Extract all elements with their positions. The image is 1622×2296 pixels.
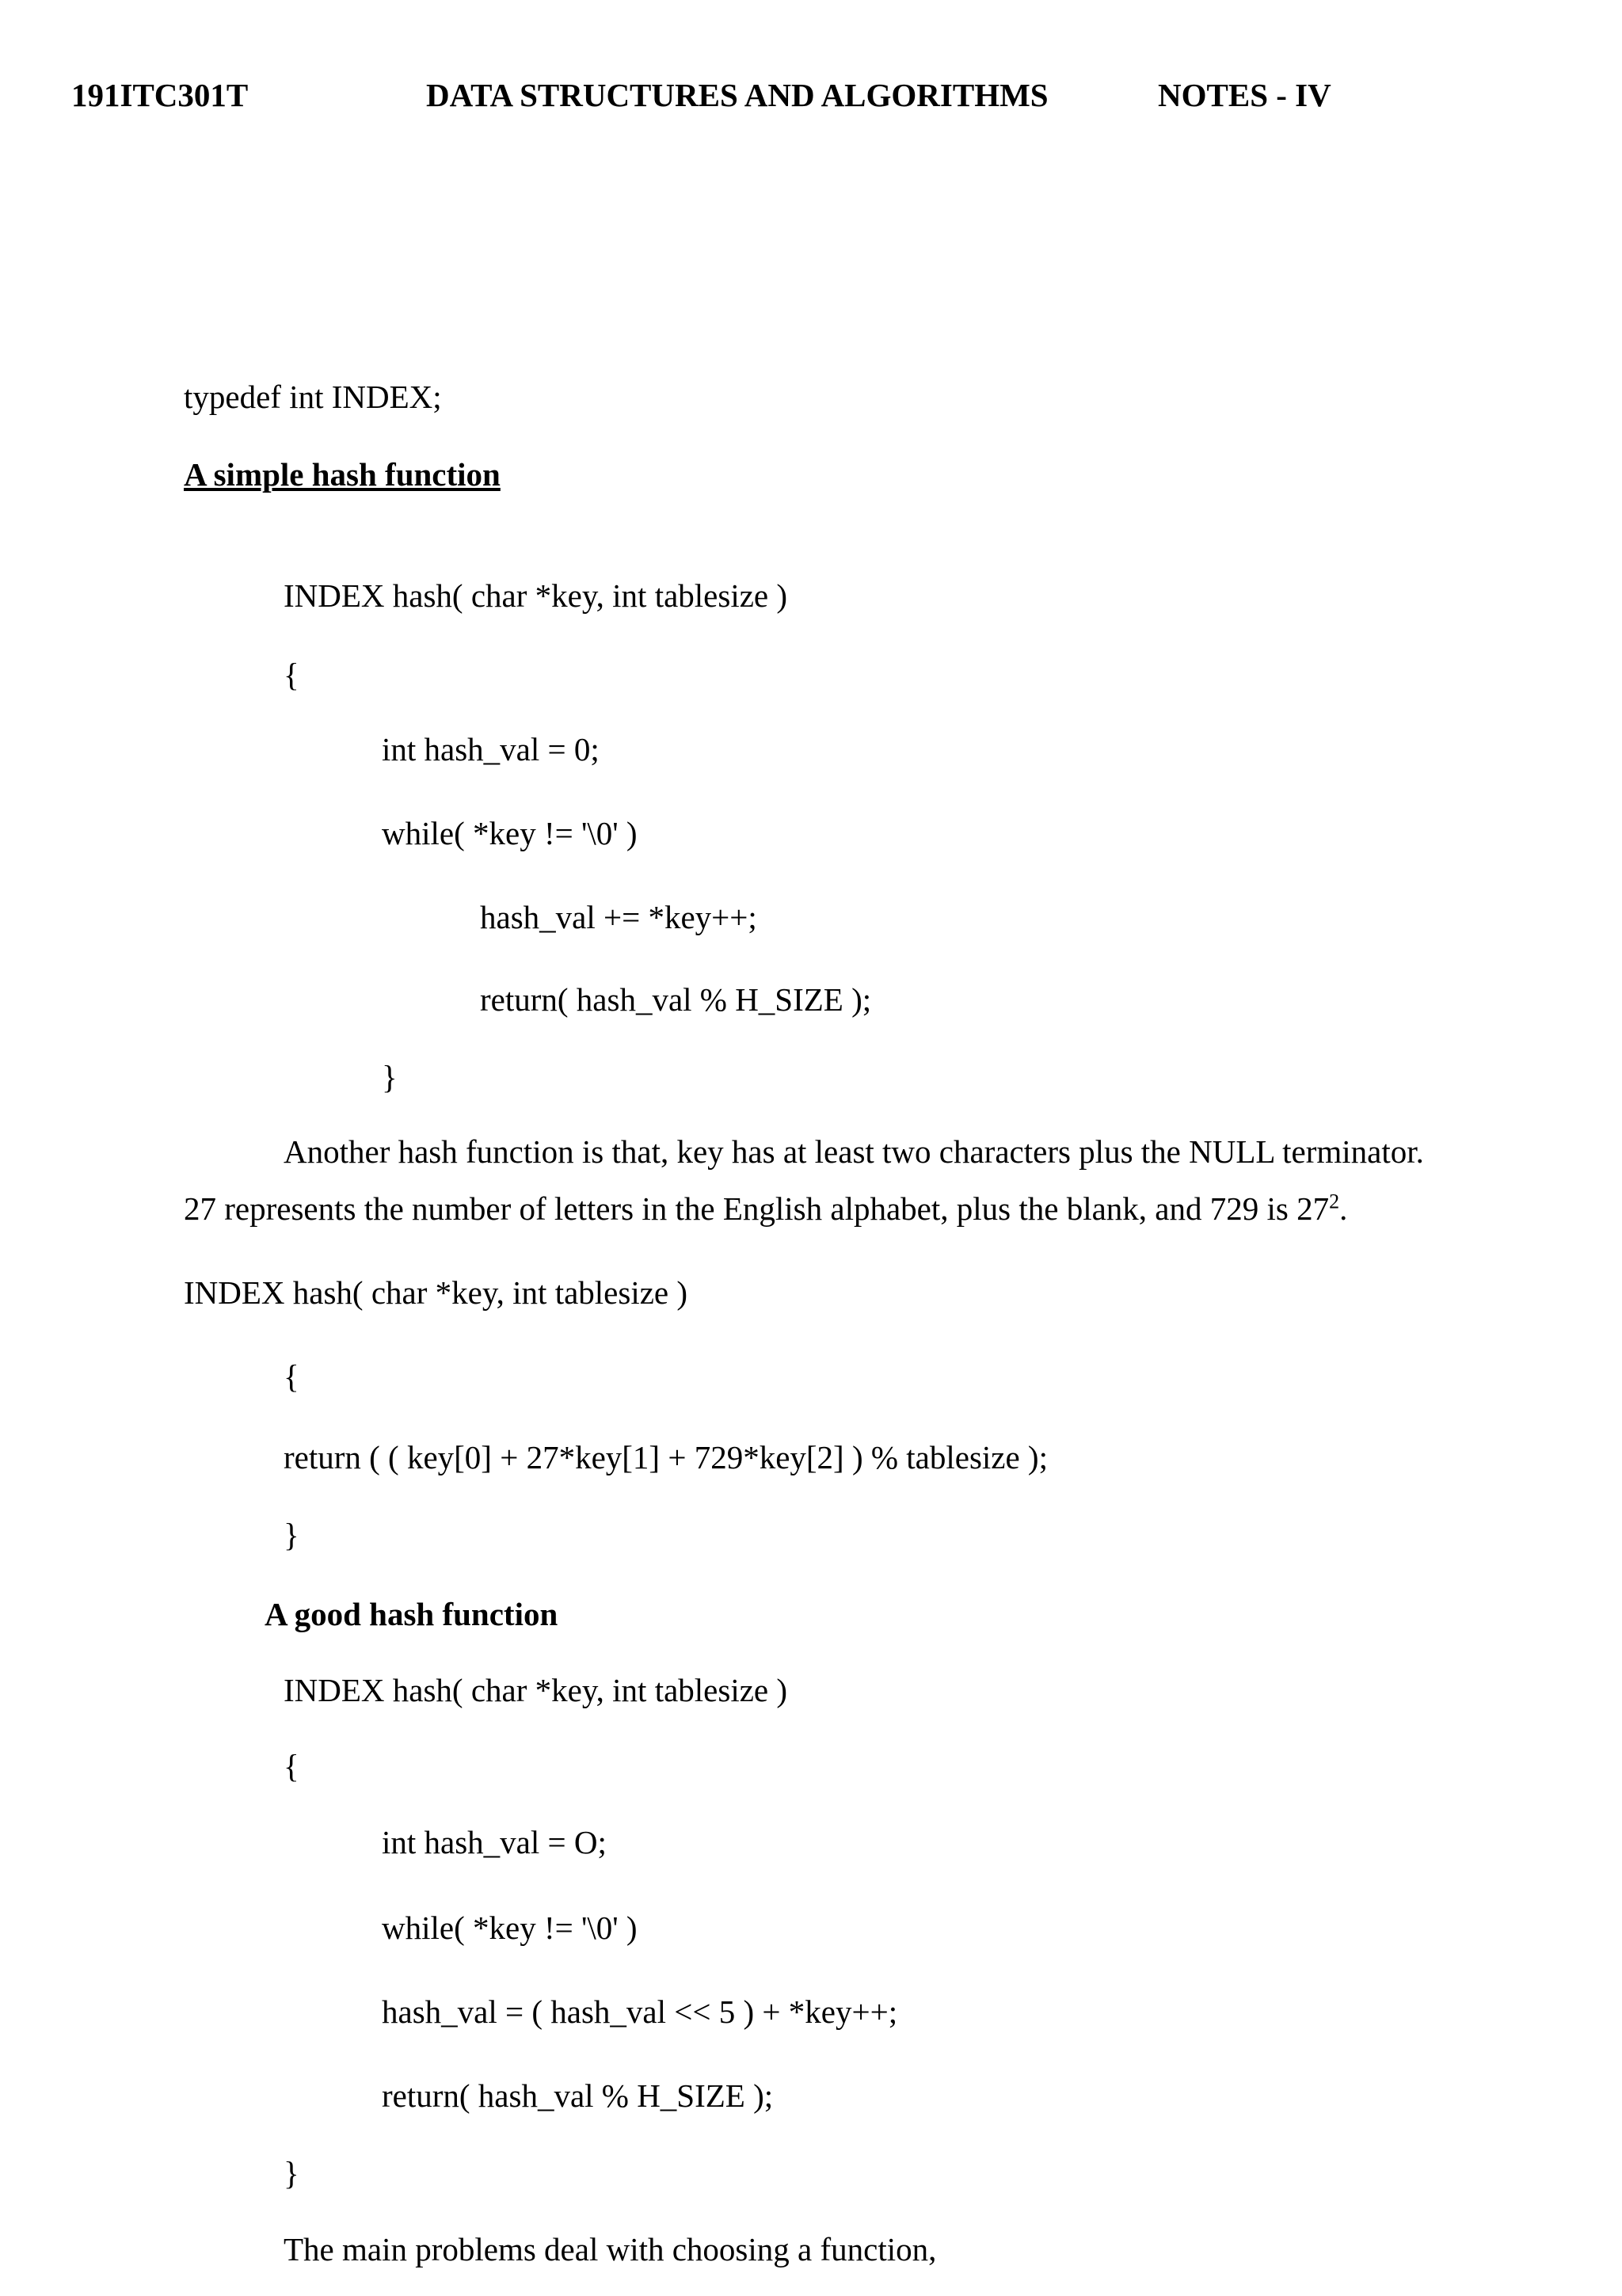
typedef-line: typedef int INDEX; [184, 379, 442, 415]
good-hash-code-line: } [284, 2155, 299, 2191]
good-hash-code-line: INDEX hash( char *key, int tablesize ) [284, 1672, 788, 1708]
superscript-two: 2 [1329, 1190, 1340, 1213]
good-hash-code-line: { [284, 1748, 299, 1784]
simple-hash-heading: A simple hash function [184, 456, 501, 493]
simple-hash-code-line: } [382, 1059, 398, 1095]
good-hash-code-line: while( *key != '\0' ) [382, 1910, 638, 1946]
another-hash-code-line: INDEX hash( char *key, int tablesize ) [184, 1274, 688, 1311]
another-hash-code-line: return ( ( key[0] + 27*key[1] + 729*key[2] ) % tablesize ); [284, 1439, 1048, 1475]
another-hash-para-line2 [184, 1190, 1347, 1228]
closing-text: The main problems deal with choosing a function, [284, 2231, 937, 2267]
simple-hash-code-line: hash_val += *key++; [480, 899, 757, 935]
simple-hash-code-line: INDEX hash( char *key, int tablesize ) [284, 577, 788, 614]
good-hash-code-line: return( hash_val % H_SIZE ); [382, 2077, 774, 2114]
course-title: DATA STRUCTURES AND ALGORITHMS [426, 77, 1049, 113]
course-code: 191ITC301T [71, 77, 249, 113]
another-hash-para-line2-text: 27 represents the number of letters in the English alphabet, plus the blank, and 729 is 27 [184, 1190, 1330, 1227]
another-hash-para-line2-end: . [1339, 1190, 1348, 1227]
another-hash-para-line1: Another hash function is that, key has at least two characters plus the NULL terminator. [284, 1133, 1424, 1170]
simple-hash-code-line: { [284, 657, 299, 693]
good-hash-code-line: hash_val = ( hash_val << 5 ) + *key++; [382, 1993, 898, 2030]
simple-hash-code-line: while( *key != '\0' ) [382, 815, 638, 851]
notes-label: NOTES - IV [1158, 77, 1331, 113]
good-hash-code-line: int hash_val = O; [382, 1824, 607, 1860]
simple-hash-code-line: return( hash_val % H_SIZE ); [480, 981, 872, 1018]
another-hash-code-line: } [284, 1517, 299, 1553]
another-hash-code-line: { [284, 1358, 299, 1395]
simple-hash-code-line: int hash_val = 0; [382, 731, 600, 767]
good-hash-heading: A good hash function [265, 1596, 558, 1632]
